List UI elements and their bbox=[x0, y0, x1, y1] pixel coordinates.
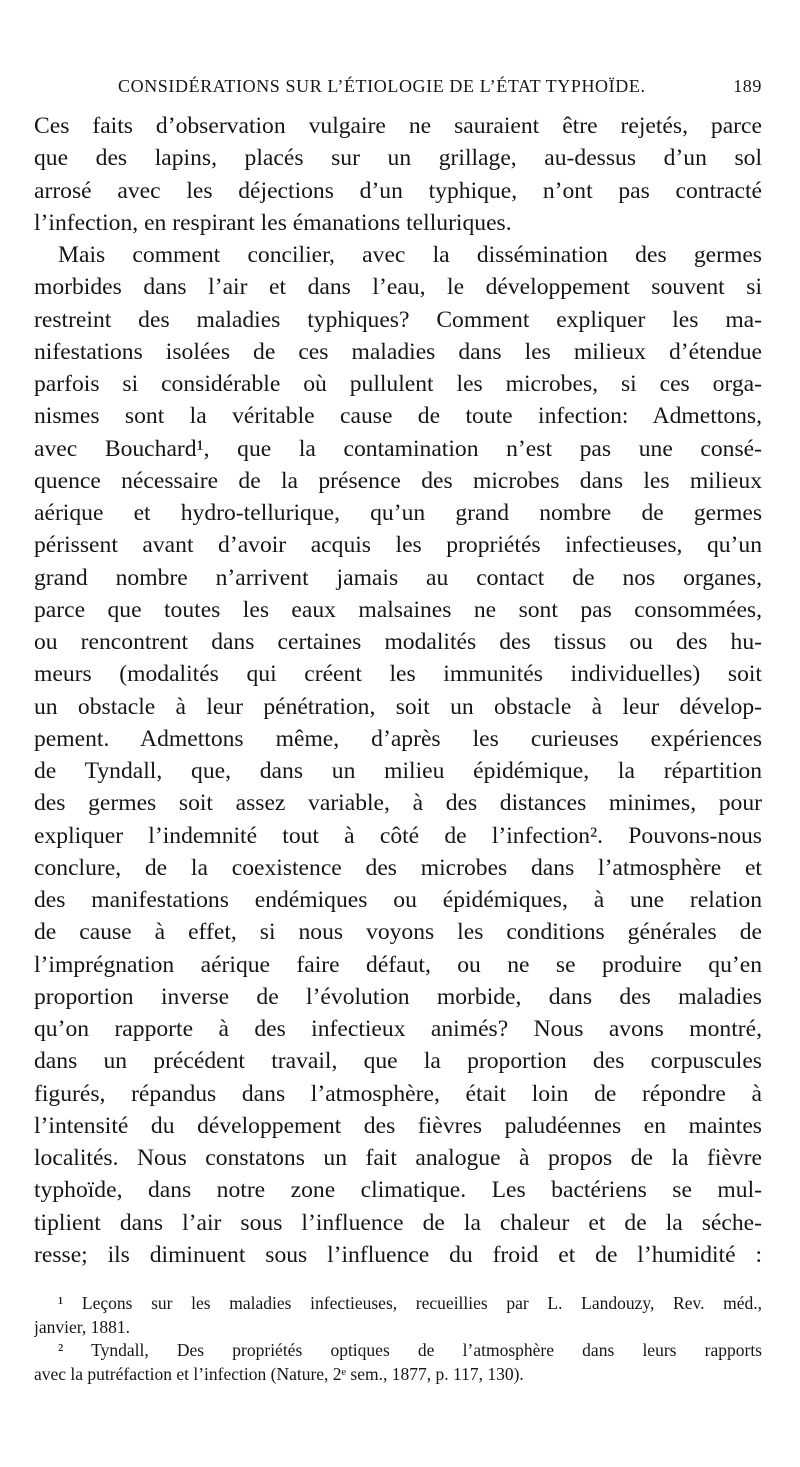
page-number: 189 bbox=[733, 76, 762, 96]
footnote-line: avec la putréfaction et l’infection (Nature, 2ᵉ sem., 1877, p. 117, 130). bbox=[34, 1363, 524, 1384]
text-line: grand nombre n’arrivent jamais au contact de nos organes, bbox=[34, 564, 762, 591]
text-line: nifestations isolées de ces maladies dans les milieux d’étendue bbox=[34, 338, 762, 365]
text-line: nismes sont la véritable cause de toute infection: Admettons, bbox=[34, 403, 762, 430]
running-title: CONSIDÉRATIONS SUR L’ÉTIOLOGIE DE L’ÉTAT TYPHOÏDE. bbox=[118, 76, 646, 96]
text-line: des germes soit assez variable, à des distances minimes, pour bbox=[34, 790, 762, 817]
text-line: ou rencontrent dans certaines modalités des tissus ou des hu- bbox=[34, 629, 762, 655]
text-line: avec Bouchard¹, que la contamination n’est pas une consé- bbox=[34, 435, 762, 462]
text-line: périssent avant d’avoir acquis les propriétés infectieuses, qu’un bbox=[34, 532, 762, 559]
text-line: restreint des maladies typhiques? Comment expliquer les ma- bbox=[34, 306, 762, 333]
text-line: proportion inverse de l’évolution morbide, dans des maladies bbox=[34, 983, 762, 1010]
text-line: l’intensité du développement des fièvres paludéennes en maintes bbox=[34, 1112, 762, 1139]
text-line: typhoïde, dans notre zone climatique. Les bactériens se mul- bbox=[34, 1177, 762, 1204]
text-line: localités. Nous constatons un fait analogue à propos de la fièvre bbox=[34, 1145, 762, 1171]
text-line: Ces faits d’observation vulgaire ne sauraient être rejetés, parce bbox=[34, 113, 762, 139]
footnote-line: ¹ Leçons sur les maladies infectieuses, recueillies par L. Landouzy, Rev. méd., bbox=[58, 1293, 762, 1313]
text-line: arrosé avec les déjections d’un typhique, n’ont pas contracté bbox=[34, 177, 762, 204]
text-line: dans un précédent travail, que la proportion des corpuscules bbox=[34, 1048, 762, 1075]
text-line: morbides dans l’air et dans l’eau, le développement souvent si bbox=[34, 274, 762, 301]
book-page bbox=[34, 0, 762, 1467]
text-line: tiplient dans l’air sous l’influence de la chaleur et de la séche- bbox=[34, 1209, 762, 1236]
text-line: conclure, de la coexistence des microbes dans l’atmosphère et bbox=[34, 854, 762, 881]
text-line: de cause à effet, si nous voyons les conditions générales de bbox=[34, 919, 762, 946]
text-line: meurs (modalités qui créent les immunités individuelles) soit bbox=[34, 661, 762, 688]
text-line: parfois si considérable où pullulent les microbes, si ces orga- bbox=[34, 371, 762, 397]
text-line: resse; ils diminuent sous l’influence du froid et de l’humidité : bbox=[34, 1241, 762, 1268]
text-line: un obstacle à leur pénétration, soit un obstacle à leur dévelop- bbox=[34, 693, 762, 720]
text-line: que des lapins, placés sur un grillage, au-dessus d’un sol bbox=[34, 145, 762, 172]
text-line: expliquer l’indemnité tout à côté de l’infection². Pouvons-nous bbox=[34, 822, 762, 849]
text-line: quence nécessaire de la présence des microbes dans les milieux bbox=[34, 467, 762, 494]
text-line: pement. Admettons même, d’après les curieuses expériences bbox=[34, 725, 762, 752]
running-head bbox=[34, 76, 762, 102]
text-line: parce que toutes les eaux malsaines ne sont pas consommées, bbox=[34, 596, 762, 623]
body-text bbox=[34, 110, 762, 1271]
footnotes bbox=[34, 1292, 762, 1386]
text-line: qu’on rapporte à des infectieux animés? Nous avons montré, bbox=[34, 1016, 762, 1042]
text-line: figurés, répandus dans l’atmosphère, était loin de répondre à bbox=[34, 1080, 762, 1107]
text-line: l’imprégnation aérique faire défaut, ou ne se produire qu’en bbox=[34, 951, 762, 978]
text-line: aérique et hydro-tellurique, qu’un grand nombre de germes bbox=[34, 500, 762, 526]
text-line: Mais comment concilier, avec la dissémination des germes bbox=[58, 242, 762, 268]
text-line: l’infection, en respirant les émanations telluriques. bbox=[34, 209, 512, 236]
footnote-line: janvier, 1881. bbox=[34, 1316, 131, 1337]
text-line: de Tyndall, que, dans un milieu épidémique, la répartition bbox=[34, 758, 762, 784]
text-line: des manifestations endémiques ou épidémiques, à une relation bbox=[34, 887, 762, 913]
footnote-line: ² Tyndall, Des propriétés optiques de l’atmosphère dans leurs rapports bbox=[58, 1340, 762, 1360]
